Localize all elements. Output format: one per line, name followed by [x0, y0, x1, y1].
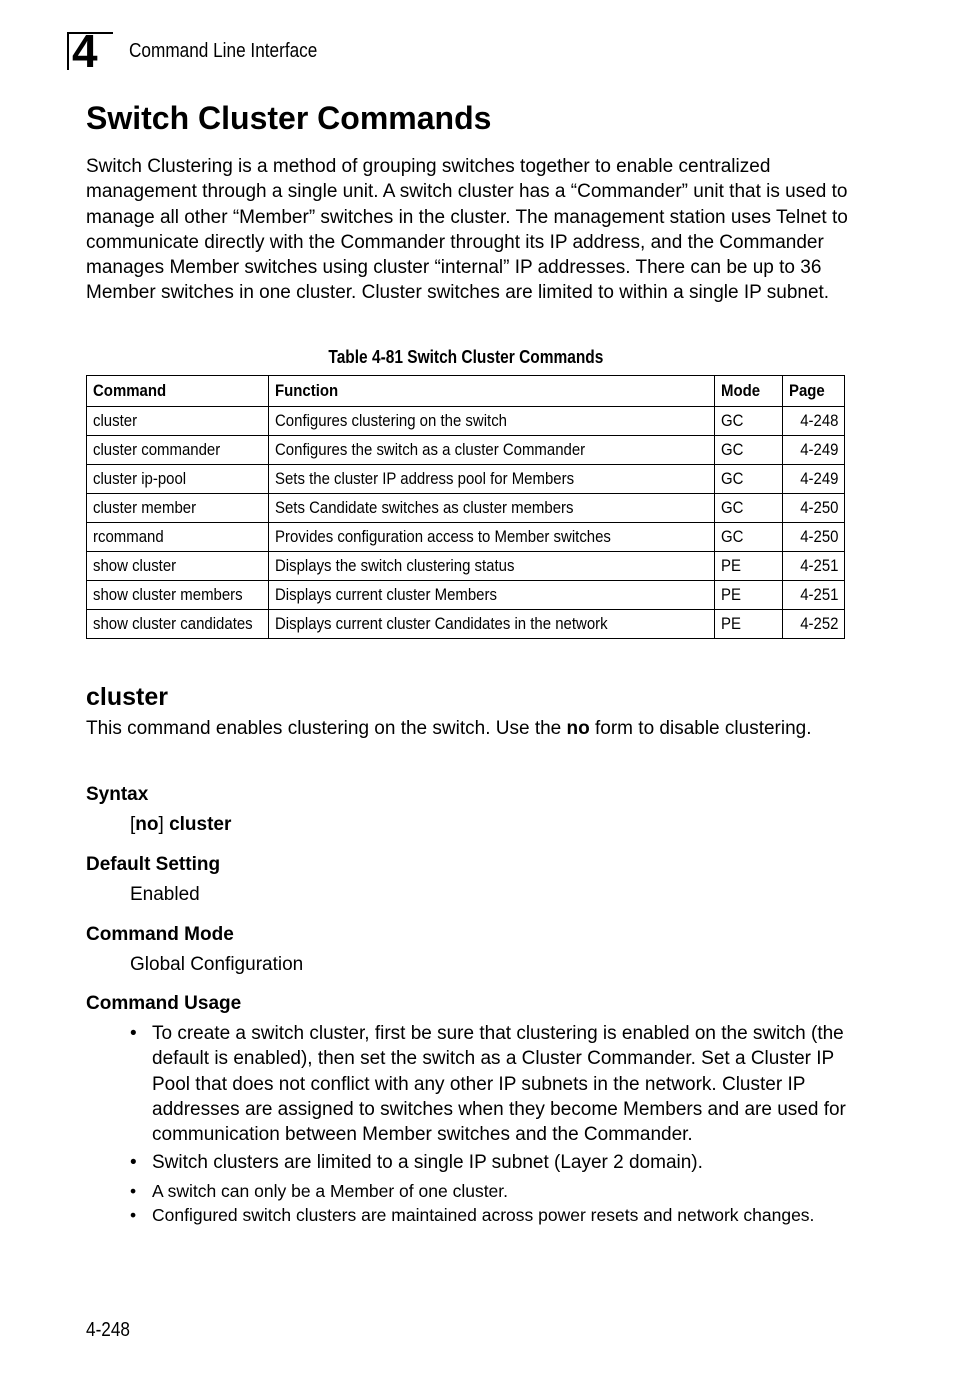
function-cell: Configures clustering on the switch	[269, 407, 715, 436]
function-cell: Displays current cluster Members	[269, 581, 715, 610]
mode-cell: GC	[715, 407, 783, 436]
page-cell: 4-249	[783, 436, 845, 465]
table-row	[87, 436, 845, 465]
bullet-icon: •	[130, 1180, 137, 1201]
syntax-heading: Syntax	[86, 784, 149, 805]
command-description: This command enables clustering on the switch. Use the no form to disable clustering.	[86, 718, 812, 739]
list-item: • To create a switch cluster, first be sure that clustering is enabled on the switch (the default is enabled), then set the switch as a Cluster Commander. Set a Cluster IP Pool that does not conflict with any other IP subnets in the network. Cluster IP addresses are assigned to switches when they become Members and are used for communication between Member switches and the Commander.	[130, 1023, 846, 1146]
list-item: • Switch clusters are limited to a single IP subnet (Layer 2 domain).	[130, 1150, 846, 1175]
table-row	[87, 552, 845, 581]
function-cell: Sets Candidate switches as cluster members	[269, 494, 715, 523]
column-header-page: Page	[783, 376, 845, 407]
mode-cell: PE	[715, 610, 783, 639]
page-cell: 4-248	[783, 407, 845, 436]
table-header-row	[87, 376, 845, 407]
function-cell: Configures the switch as a cluster Commander	[269, 436, 715, 465]
bullet-icon: •	[130, 1204, 137, 1225]
command-mode-value: Global Configuration	[130, 954, 304, 975]
table-row	[87, 407, 845, 436]
function-cell: Sets the cluster IP address pool for Members	[269, 465, 715, 494]
function-cell: Displays the switch clustering status	[269, 552, 715, 581]
table-row	[87, 465, 845, 494]
command-cell: cluster member	[87, 494, 269, 523]
bullet-icon: •	[130, 1023, 137, 1044]
table-caption	[0, 345, 932, 369]
page-cell: 4-250	[783, 523, 845, 552]
table-caption-text: Table 4-81 Switch Cluster Commands	[328, 347, 604, 367]
command-cell: show cluster candidates	[87, 610, 269, 639]
running-header-title: Command Line Interface	[129, 40, 318, 62]
command-cell: cluster ip-pool	[87, 465, 269, 494]
commands-table	[86, 375, 845, 639]
mode-cell: GC	[715, 523, 783, 552]
command-cell: cluster commander	[87, 436, 269, 465]
column-header-mode: Mode	[715, 376, 783, 407]
command-cell: rcommand	[87, 523, 269, 552]
page-cell: 4-252	[783, 610, 845, 639]
column-header-command: Command	[87, 376, 269, 407]
page-number: 4-248	[86, 1319, 130, 1341]
page-cell: 4-251	[783, 581, 845, 610]
table-row	[87, 494, 845, 523]
intro-paragraph: Switch Clustering is a method of grouping switches together to enable centralized management through a single unit. A switch cluster has a “Commander” unit that is used to manage all other “Member” switches in the cluster. The management station uses Telnet to communicate directly with the Commander throught its IP address, and the Commander manages Member switches using cluster “internal” IP addresses. There can be up to 36 Member switches in one cluster. Cluster switches are limited to within a single IP subnet.	[86, 156, 848, 304]
page-cell: 4-250	[783, 494, 845, 523]
default-setting-heading: Default Setting	[86, 854, 221, 875]
list-item: • Configured switch clusters are maintained across power resets and network changes.	[130, 1204, 815, 1225]
syntax-line: [no] cluster	[130, 814, 232, 835]
syntax-no-keyword: no	[135, 814, 159, 835]
page-cell: 4-249	[783, 465, 845, 494]
section-title: Switch Cluster Commands	[86, 100, 492, 136]
mode-cell: GC	[715, 465, 783, 494]
default-setting-value: Enabled	[130, 884, 200, 905]
syntax-command-keyword: cluster	[169, 814, 232, 835]
mode-cell: PE	[715, 581, 783, 610]
no-keyword: no	[566, 718, 590, 739]
table-row	[87, 581, 845, 610]
command-cell: show cluster members	[87, 581, 269, 610]
command-cell: show cluster	[87, 552, 269, 581]
command-heading: cluster	[86, 683, 168, 711]
mode-cell: GC	[715, 494, 783, 523]
mode-cell: PE	[715, 552, 783, 581]
page-cell: 4-251	[783, 552, 845, 581]
bullet-icon: •	[130, 1152, 137, 1174]
column-header-function: Function	[269, 376, 715, 407]
table-row	[87, 523, 845, 552]
command-usage-list	[130, 1021, 846, 1227]
command-usage-heading: Command Usage	[86, 993, 242, 1014]
function-cell: Provides configuration access to Member switches	[269, 523, 715, 552]
mode-cell: GC	[715, 436, 783, 465]
command-mode-heading: Command Mode	[86, 924, 234, 945]
table-row	[87, 610, 845, 639]
function-cell: Displays current cluster Candidates in the network	[269, 610, 715, 639]
chapter-number: 4	[72, 25, 98, 77]
command-cell: cluster	[87, 407, 269, 436]
list-item: • A switch can only be a Member of one cluster.	[130, 1180, 509, 1201]
